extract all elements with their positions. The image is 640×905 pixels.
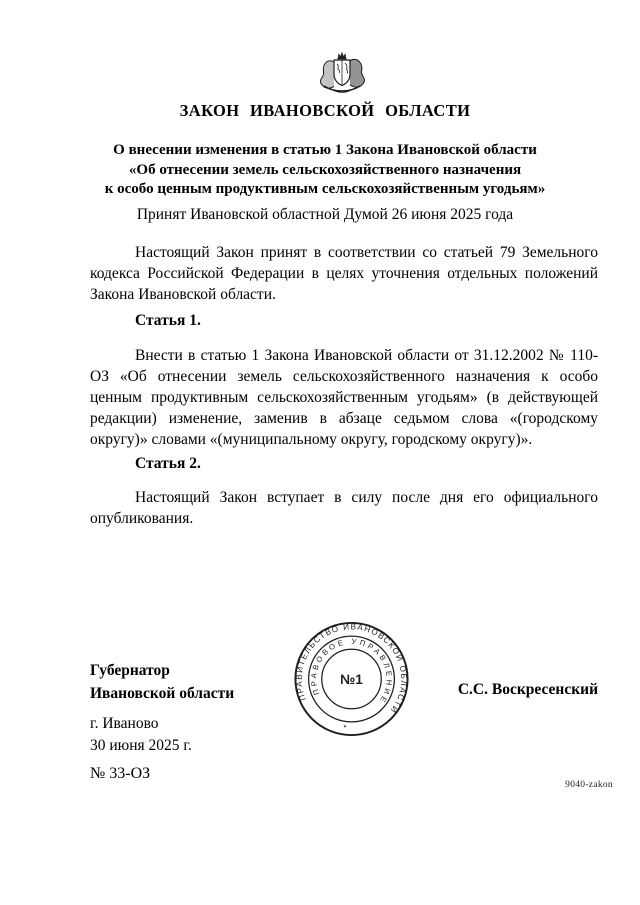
subtitle-line-1: О внесении изменения в статью 1 Закона Ивановской области — [113, 142, 537, 158]
stamp-bottom-mark: ٭ — [342, 723, 348, 731]
subtitle-line-3: к особо ценным продуктивным сельскохозяйственным угодьям» — [104, 181, 546, 197]
stamp-inner-ring-text: ПРАВОВОЕ УПРАВЛЕНИЕ — [309, 636, 394, 707]
document-subtitle — [90, 141, 560, 200]
signature-date: 30 июня 2025 г. — [90, 737, 192, 754]
signer-post-line-2: Ивановской области — [90, 684, 235, 702]
preamble-paragraph: Настоящий Закон принят в соответствии со статьей 79 Земельного кодекса Российской Федерации в целях уточнения отдельных положений Закона Ивановской области. — [90, 244, 598, 303]
adopted-line: Принят Ивановской областной Думой 26 июня 2025 года — [136, 206, 514, 223]
subtitle-line-2: «Об отнесении земель сельскохозяйственного назначения — [128, 161, 522, 178]
signer-name: С.С. Воскресенский — [457, 681, 598, 698]
footer-file-code: 9040-zakon — [565, 780, 613, 790]
article-1-body: Внести в статью 1 Закона Ивановской области от 31.12.2002 № 110-ОЗ «Об отнесении земель сельскохозяйственного назначения к особо ценным продуктивным сельскохозяйственным угодьям» (в действующей редакции) изменение, заменив в абзаце седьмом слова «(городскому округу)» словами «(муниципальному округу, городскому округу)». — [90, 347, 598, 448]
document-title: ЗАКОН ИВАНОВСКОЙ ОБЛАСТИ — [179, 101, 471, 120]
signer-post-line-1: Губернатор — [90, 662, 170, 679]
document-number: № 33-ОЗ — [90, 765, 151, 782]
article-2-heading: Статья 2. — [135, 455, 201, 472]
coat-of-arms-icon — [308, 49, 376, 95]
signature-city: г. Иваново — [90, 715, 159, 732]
place-and-date — [90, 713, 340, 757]
article-1-heading: Статья 1. — [135, 312, 201, 329]
stamp-outer-ring-text: ПРАВИТЕЛЬСТВО ИВАНОВСКОЙ ОБЛАСТИ — [294, 622, 409, 716]
stamp-number: №1 — [340, 671, 363, 687]
article-2-body: Настоящий Закон вступает в силу после дня его официального опубликования. — [90, 489, 598, 527]
